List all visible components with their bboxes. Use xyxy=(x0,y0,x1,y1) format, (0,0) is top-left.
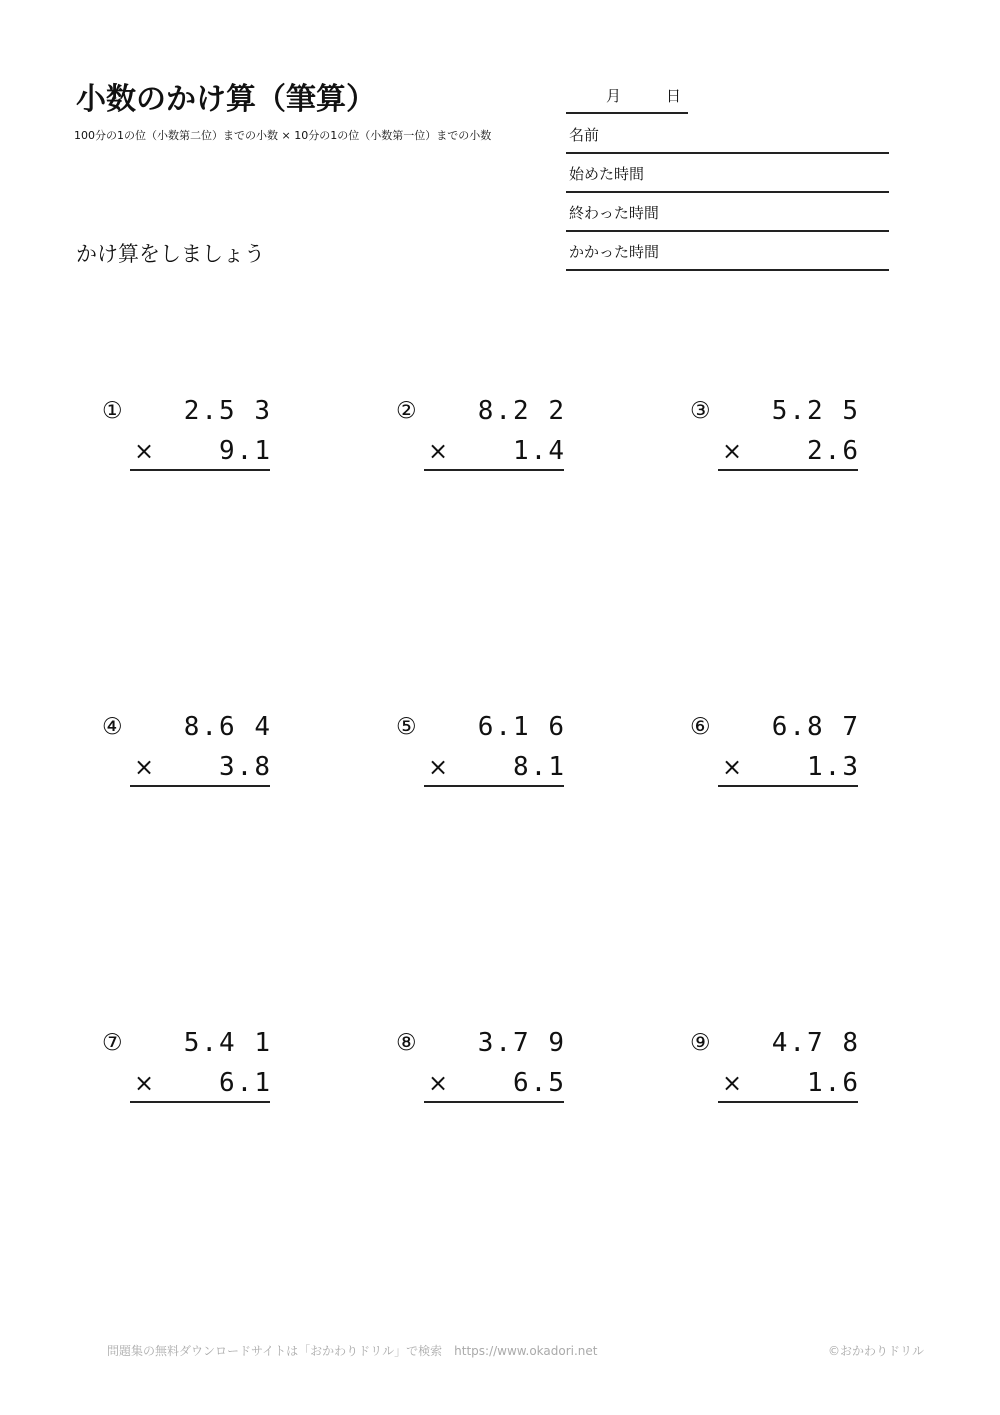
problem-number: ② xyxy=(396,398,417,424)
multiply-sign: × xyxy=(428,1069,449,1097)
multiplier: 3.8 xyxy=(219,752,272,782)
problem-9 xyxy=(690,1028,890,1118)
start-time-label: 始めた時間 xyxy=(569,165,645,183)
problem-number: ④ xyxy=(102,714,123,740)
multiply-sign: × xyxy=(134,1069,155,1097)
multiplicand: 2.5 3 xyxy=(183,396,272,426)
multiplier: 6.5 xyxy=(513,1068,566,1098)
multiplier: 1.4 xyxy=(513,436,566,466)
problem-3 xyxy=(690,396,890,486)
worksheet-title: 小数のかけ算（筆算） xyxy=(76,82,376,117)
answer-rule xyxy=(130,1101,270,1103)
problem-number: ⑦ xyxy=(102,1030,123,1056)
multiply-sign: × xyxy=(428,753,449,781)
problem-number: ① xyxy=(102,398,123,424)
multiplier: 2.6 xyxy=(807,436,860,466)
multiplier: 1.3 xyxy=(807,752,860,782)
multiply-sign: × xyxy=(722,1069,743,1097)
multiplicand: 6.1 6 xyxy=(477,712,566,742)
multiply-sign: × xyxy=(722,437,743,465)
date-day-label: 日 xyxy=(666,87,682,105)
multiply-sign: × xyxy=(134,437,155,465)
multiplicand: 8.2 2 xyxy=(477,396,566,426)
end-time-field[interactable] xyxy=(566,192,889,232)
answer-rule xyxy=(130,785,270,787)
problem-8 xyxy=(396,1028,596,1118)
multiplier: 1.6 xyxy=(807,1068,860,1098)
multiply-sign: × xyxy=(722,753,743,781)
end-time-label: 終わった時間 xyxy=(569,204,659,222)
name-field[interactable] xyxy=(566,114,889,154)
worksheet-subtitle: 100分の1の位（小数第二位）までの小数 × 10分の1の位（小数第一位）までの小数 xyxy=(74,129,492,142)
multiplier: 9.1 xyxy=(219,436,272,466)
name-label: 名前 xyxy=(569,126,600,144)
multiply-sign: × xyxy=(134,753,155,781)
problem-number: ⑥ xyxy=(690,714,711,740)
answer-rule xyxy=(424,785,564,787)
instruction-text: かけ算をしましょう xyxy=(76,242,265,266)
multiplicand: 3.7 9 xyxy=(477,1028,566,1058)
multiplier: 8.1 xyxy=(513,752,566,782)
multiplicand: 5.4 1 xyxy=(183,1028,272,1058)
answer-rule xyxy=(718,1101,858,1103)
multiplicand: 5.2 5 xyxy=(771,396,860,426)
answer-rule xyxy=(130,469,270,471)
footer-copyright: ©おかわりドリル xyxy=(828,1344,925,1358)
problem-6 xyxy=(690,712,890,802)
multiply-sign: × xyxy=(428,437,449,465)
multiplicand: 4.7 8 xyxy=(771,1028,860,1058)
answer-rule xyxy=(424,469,564,471)
problem-number: ⑤ xyxy=(396,714,417,740)
problem-7 xyxy=(102,1028,302,1118)
problem-1 xyxy=(102,396,302,486)
problem-number: ③ xyxy=(690,398,711,424)
problem-2 xyxy=(396,396,596,486)
answer-rule xyxy=(424,1101,564,1103)
problem-number: ⑨ xyxy=(690,1030,711,1056)
problem-number: ⑧ xyxy=(396,1030,417,1056)
multiplier: 6.1 xyxy=(219,1068,272,1098)
problem-4 xyxy=(102,712,302,802)
answer-rule xyxy=(718,469,858,471)
date-month-label: 月 xyxy=(606,87,622,105)
start-time-field[interactable] xyxy=(566,153,889,193)
date-field[interactable] xyxy=(566,84,688,114)
problem-5 xyxy=(396,712,596,802)
multiplicand: 8.6 4 xyxy=(183,712,272,742)
answer-rule xyxy=(718,785,858,787)
elapsed-time-field[interactable] xyxy=(566,231,889,271)
multiplicand: 6.8 7 xyxy=(771,712,860,742)
footer-site-info[interactable]: 問題集の無料ダウンロードサイトは「おかわりドリル」で検索 https://www.okadori.net xyxy=(107,1344,598,1358)
elapsed-time-label: かかった時間 xyxy=(569,243,660,261)
